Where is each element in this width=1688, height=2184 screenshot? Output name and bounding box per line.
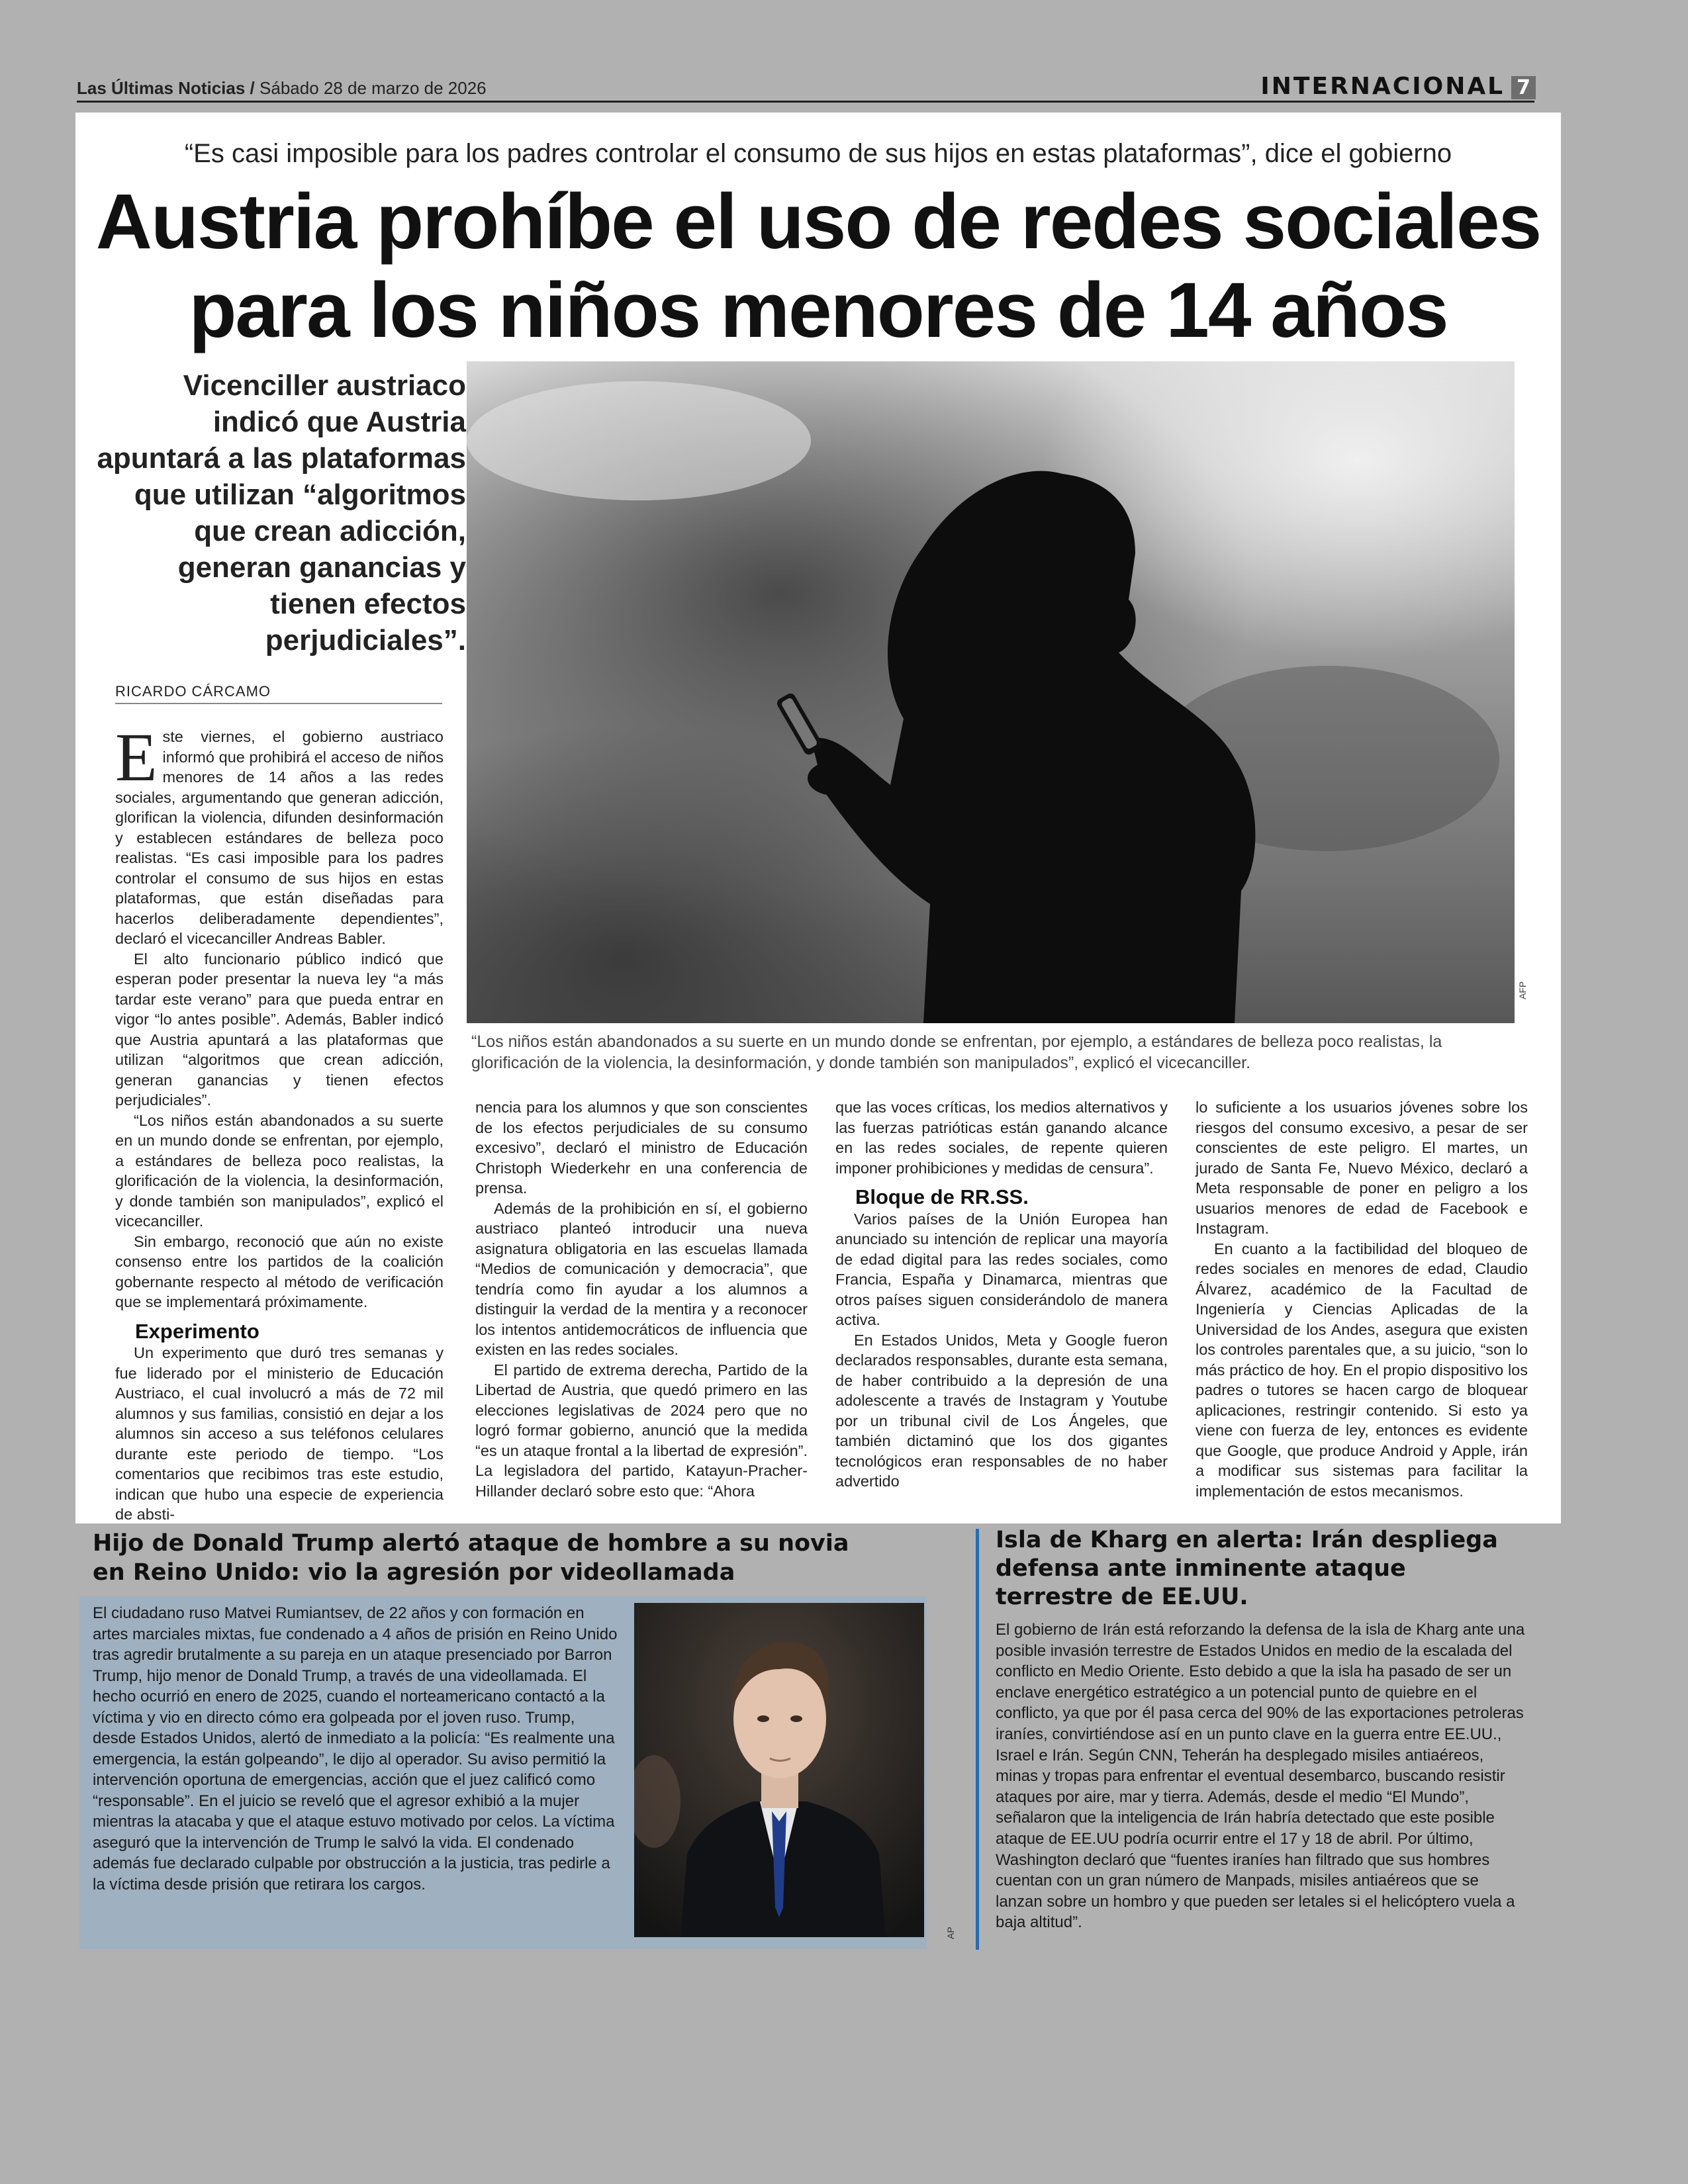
trump-photo-credit: AP — [945, 1927, 956, 1939]
paragraph: El alto funcionario público indicó que esperan poder presentar la nueva ley “a más tardar este verano” para que pueda entrar en vigor “lo antes posible”. Además, Babler indicó que Austria apuntará a las plataformas que utilizan “algoritmos que crean adicción, generan ganancias y tienen efectos perjudiciales”. — [115, 950, 444, 1109]
portrait-illustration — [634, 1603, 924, 1937]
issue-date: Sábado 28 de marzo de 2026 — [259, 78, 487, 98]
child-silhouette-photo — [467, 361, 1515, 1023]
article-headline — [75, 177, 1561, 355]
subheading-bloque: Bloque de RR.SS. — [855, 1185, 1029, 1208]
kharg-story-body: El gobierno de Irán está reforzando la defensa de la isla de Kharg ante una posible invasión terrestre de Estados Unidos en medio de la escalada del conflicto en Medio Oriente. Esto debido a que la isla ha pasado de ser un enclave energético estratégico a un potencial punto de quiebre en el conflicto, ya que por él pasa cerca del 90% de las exportaciones petroleras iraníes, convirtiéndose así en un punto clave en la guerra entre EE.UU., Israel e Irán. Según CNN, Teherán ha desplegado misiles antiaéreos, minas y tropas para enfrentar el eventual desembarco, buscando resistir ataques por aire, mar y tierra. Además, desde el medio “El Mundo”, señalaron que la inteligencia de Irán habría detectado que este posible ataque de EE.UU podría ocurrir entre el 17 y 18 de abril. Por último, Washington declaró que “fuentes iraníes han filtrado que sus hombres cuentan con un gran número de Manpads, misiles antiaéreos que se lanzan sobre un hombro y que pueden ser letales si el helicóptero vuela a baja altitud”. — [996, 1621, 1525, 1932]
main-article — [75, 113, 1561, 1524]
photo-credit: AFP — [1517, 981, 1528, 999]
paragraph: lo suficiente a los usuarios jóvenes sobre los riesgos del consumo excesivo, a pesar de ser conscientes de este peligro. El martes, un jurado de Santa Fe, Nuevo México, declaró a Meta responsable de poner en peligro a los usuarios menores de edad de Facebook e Instagram. — [1196, 1099, 1528, 1237]
section-label — [1260, 73, 1536, 100]
newspaper-dateline — [77, 78, 487, 99]
article-kicker: “Es casi imposible para los padres controlar el consumo de sus hijos en estas plataformas”, dice el gobierno — [184, 139, 1452, 168]
body-column-1 — [115, 719, 444, 1525]
barron-trump-photo — [634, 1603, 924, 1937]
article-subhead: Vicenciller austriaco indicó que Austria apuntará a las plataformas que utilizan “algoritmos que crean adicción, generan ganancias y tienen efectos perjudiciales”. — [97, 369, 466, 657]
trump-story-headline: Hijo de Donald Trump alertó ataque de hombre a su novia en Reino Unido: vio la agresión por videollamada — [93, 1530, 849, 1586]
paragraph: Un experimento que duró tres semanas y fue liderado por el ministerio de Educación Austriaco, el cual involucró a más de 72 mil alumnos y sus familias, consistió en dejar a los alumnos sin acceso a sus teléfonos celulares durante este periodo de tiempo. “Los comentarios que recibimos tras este estudio, indican que hubo una especie de experiencia de absti- — [115, 1344, 444, 1523]
paragraph: Varios países de la Unión Europea han anunciado su intención de replicar una mayoría de edad digital para las redes sociales, como Francia, España y Dinamarca, mientras que otros países siguen considerándolo de manera activa. — [835, 1210, 1168, 1328]
section-name: INTERNACIONAL — [1260, 73, 1505, 100]
body-column-2 — [475, 1097, 808, 1501]
trump-story-body: El ciudadano ruso Matvei Rumiantsev, de 22 años y con formación en artes marciales mixtas, fue condenado a 4 años de prisión en Reino Unido tras agredir brutalmente a su pareja en un ataque presenciado por Barron Trump, hijo menor de Donald Trump, a través de una videollamada. El hecho ocurrió en enero de 2025, cuando el norteamericano contactó a la víctima y vio en directo cómo era golpeada por el joven ruso. Trump, desde Estados Unidos, alertó de inmediato a la policía: “Es realmente una emergencia, la están golpeando”, le dijo al operador. Su aviso permitió la intervención oportuna de emergencias, acción que el juez calificó como “responsable”. En el juicio se reveló que el agresor exhibió a la mujer mientras la atacaba y que el ataque estuvo motivado por celos. La víctima aseguró que la intervención de Trump le salvó la vida. El condenado además fue declarado culpable por obstrucción a la justicia, tras pedirle a la víctima desde prisión que retirara los cargos. — [93, 1604, 618, 1893]
kharg-story-headline: Isla de Kharg en alerta: Irán despliega defensa ante inminente ataque terrestre de EE.UU. — [996, 1527, 1498, 1610]
drop-cap: E — [115, 719, 158, 796]
page-number: 7 — [1511, 76, 1536, 99]
byline: RICARDO CÁRCAMO — [115, 683, 442, 704]
paragraph: nencia para los alumnos y que son conscientes de los efectos perjudiciales de su consumo excesivo”, declaró el ministro de Educación Christoph Wiederkehr en una conferencia de prensa. — [475, 1099, 808, 1197]
paragraph: En Estados Unidos, Meta y Google fueron declarados responsables, durante esta semana, de haber contribuido a la depresión de una adolescente a través de Instagram y Youtube por un tribunal civil de Los Ángeles, que también dictaminó que los dos gigantes tecnológicos eran responsables de no haber advertido — [835, 1331, 1168, 1490]
subheading-experimento: Experimento — [135, 1319, 259, 1343]
body-column-3 — [835, 1097, 1168, 1492]
paragraph: En cuanto a la factibilidad del bloqueo de redes sociales en menores de edad, Claudio Álvarez, académico de la Facultad de Ingeniería y Ciencias Aplicadas de la Universidad de los Andes, asegura que existen los controles parentales que, a su juicio, “son lo más práctico de hoy. En el propio dispositivo los padres o tutores se hacen cargo de bloquear aplicaciones, restringir contenido. Si esto ya viene con fuerza de ley, entonces es evidente que Google, que produce Android y Apple, irán a modificar sus sistemas para facilitar la implementación de estos mecanismos. — [1196, 1240, 1528, 1500]
paragraph: que las voces críticas, los medios alternativos y las fuerzas patrióticas están ganando alcance en las redes sociales, de repente quieren imponer prohibiciones y medidas de censura”. — [835, 1099, 1168, 1177]
paragraph: El partido de extrema derecha, Partido de la Libertad de Austria, que quedó primero en las elecciones legislativas de 2024 pero que no logró formar gobierno, anunció que la medida “es un ataque frontal a la libertad de expresión”. La legisladora del partido, Katayun-Pracher-Hillander declaró sobre esto que: “Ahora — [475, 1361, 808, 1500]
paragraph: Sin embargo, reconoció que aún no existe consenso entre los partidos de la coalición gobernante respecto al método de verificación que se implementará próximamente. — [115, 1232, 444, 1310]
trump-story-box — [79, 1596, 927, 1949]
article-photo — [467, 361, 1515, 1023]
paragraph — [115, 719, 444, 949]
dateline-separator: / — [250, 78, 255, 98]
paragraph: Además de la prohibición en sí, el gobierno austriaco planteó introducir una nueva asignatura obligatoria en las escuelas llamada “Medios de comunicación y democracia”, que tendría como fin ayudar a los alumnos a distinguir la verdad de la mentira y a reconocer los intentos antidemocráticos de influencia que existen en las redes sociales. — [475, 1199, 808, 1358]
headline-line-1: Austria prohíbe el uso de redes sociales — [95, 178, 1541, 265]
newspaper-name: Las Últimas Noticias — [77, 78, 246, 98]
photo-caption: “Los niños están abandonados a su suerte en un mundo donde se enfrentan, por ejemplo, a estándares de belleza poco realistas, la glorificación de la violencia, la desinformación, y donde también son manipulados”, explicó el vicecanciller. — [471, 1032, 1442, 1072]
headline-line-2: para los niños menores de 14 años — [189, 267, 1448, 354]
body-column-4 — [1196, 1097, 1528, 1501]
header-rule — [77, 101, 1534, 103]
paragraph: “Los niños están abandonados a su suerte en un mundo donde se enfrentan, por ejemplo, a estándares de belleza poco realistas, la glorificación de la violencia, la desinformación, y donde también son manipulados”, explicó el vicecanciller. — [115, 1111, 444, 1230]
story-accent-bar — [976, 1529, 979, 1950]
paragraph-text: ste viernes, el gobierno austriaco informó que prohibirá el acceso de niños menores de 14 años a las redes sociales, argumentando que generan adicción, glorifican la violencia, difunden desinformación y establecen estándares de belleza poco realistas. “Es casi imposible para los padres controlar el consumo de sus hijos en estas plataformas, que están diseñadas para hacerlos deliberadamente dependientes”, declaró el vicecanciller Andreas Babler. — [115, 728, 444, 947]
